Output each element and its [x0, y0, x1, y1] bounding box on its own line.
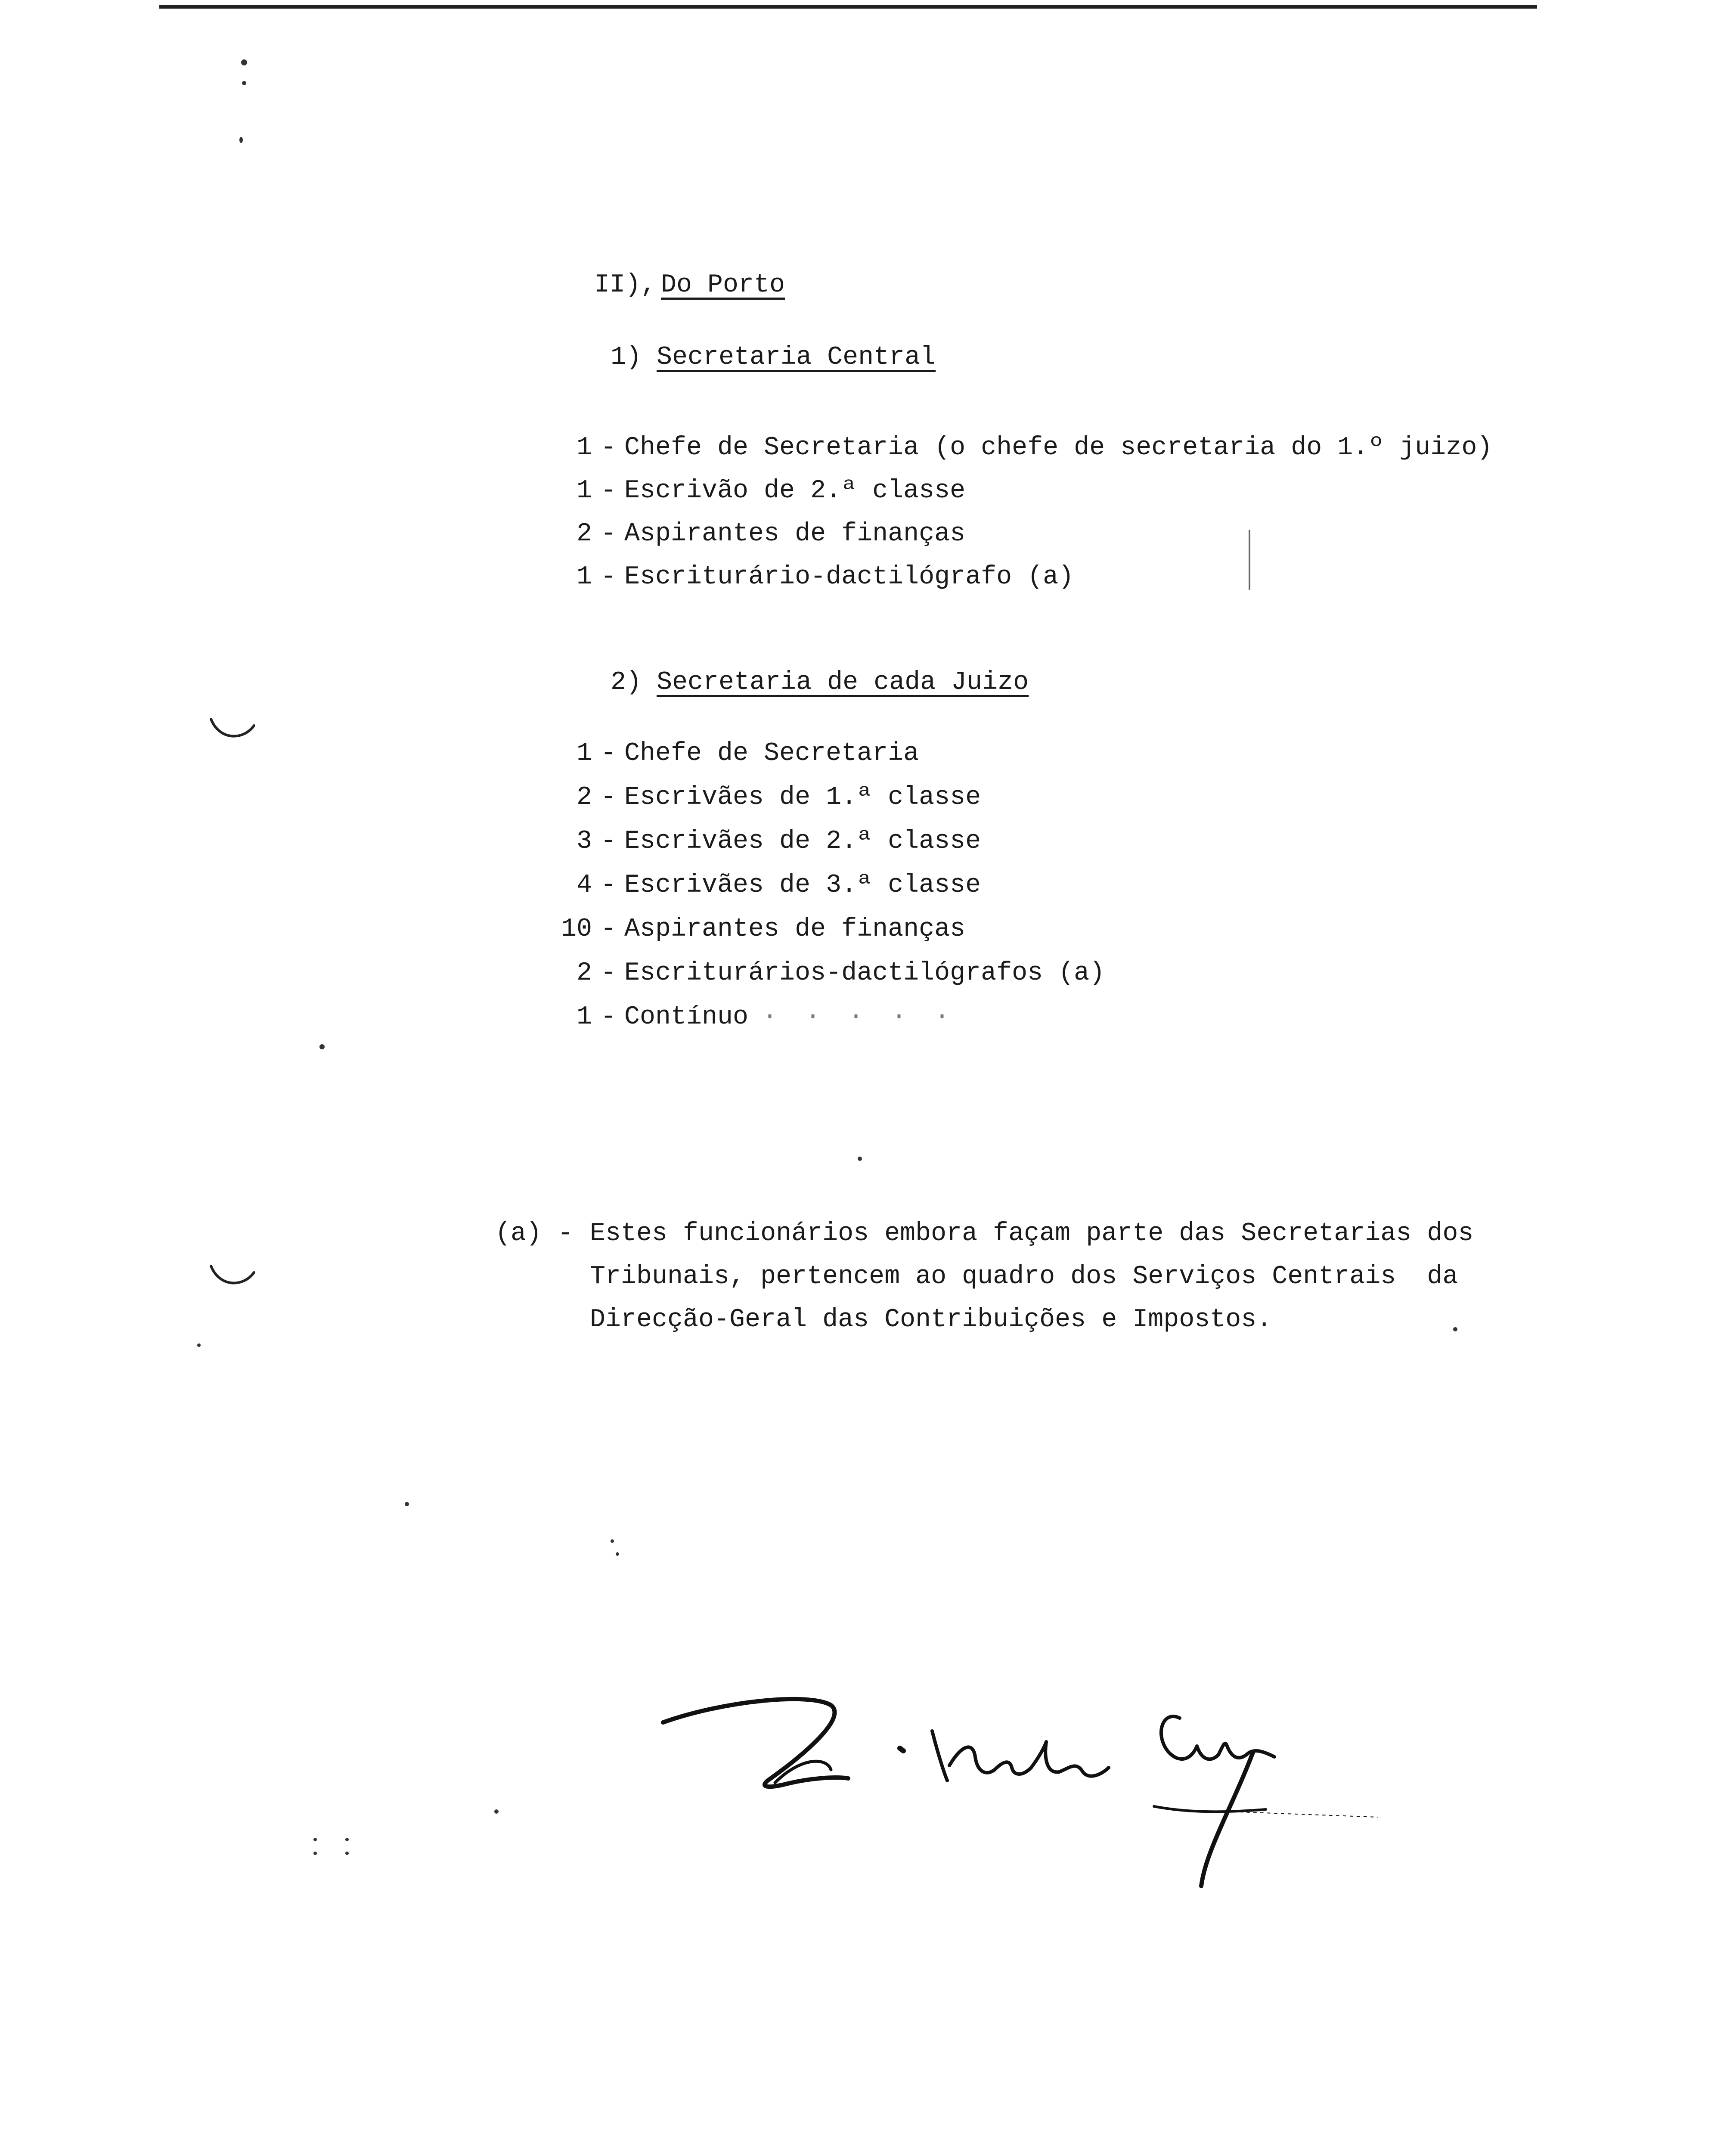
row-quantity: 1 [576, 739, 592, 768]
row-separator: - [601, 827, 617, 856]
row-quantity: 1 [576, 1002, 592, 1032]
row-quantity: 3 [576, 827, 592, 856]
scan-speck [319, 1044, 325, 1049]
row-separator: - [601, 519, 617, 549]
footnote-line: Tribunais, pertencem ao quadro dos Serviços Centrais da [590, 1262, 1458, 1291]
row-description: Escrivães de 2.ª classe [624, 827, 981, 856]
scan-speck [239, 137, 243, 143]
row-quantity: 2 [576, 959, 592, 988]
row-quantity: 1 [576, 562, 592, 592]
scan-speck [242, 81, 246, 85]
footnote-separator: - [558, 1219, 574, 1248]
row-quantity: 4 [576, 871, 592, 900]
row-separator: - [601, 562, 617, 592]
row-description: Contínuo [624, 1002, 749, 1032]
scan-speck [494, 1809, 499, 1814]
dotted-leader: · · · · · [762, 1002, 956, 1032]
scan-speck [345, 1838, 349, 1841]
row-description: Escrivão de 2.ª classe [624, 476, 966, 506]
row-quantity: 2 [576, 519, 592, 549]
margin-curve-mark [207, 715, 258, 745]
scan-speck [858, 1157, 862, 1161]
row-separator: - [601, 476, 617, 506]
scan-speck [405, 1502, 409, 1506]
scan-speck [345, 1852, 349, 1855]
scan-speck [313, 1852, 317, 1855]
footnote-marker: (a) [495, 1219, 542, 1248]
juizo-heading-prefix: 2) [611, 668, 642, 697]
scan-speck [313, 1838, 317, 1841]
row-description: Aspirantes de finanças [624, 915, 966, 944]
row-separator: - [601, 871, 617, 900]
row-separator: - [601, 915, 617, 944]
scan-speck [616, 1552, 619, 1556]
central-heading-title: Secretaria Central [657, 343, 936, 372]
section-heading-prefix: II), [594, 270, 657, 300]
footnote-line: Estes funcionários embora façam parte das Secretarias dos [590, 1219, 1474, 1248]
row-separator: - [601, 739, 617, 768]
scan-speck [611, 1539, 614, 1543]
row-description: Chefe de Secretaria (o chefe de secretaria do 1.º juizo) [624, 433, 1493, 462]
row-description: Escriturário-dactilógrafo (a) [624, 562, 1074, 592]
scan-speck [1249, 530, 1250, 590]
row-description: Escriturários-dactilógrafos (a) [624, 959, 1105, 988]
row-quantity: 1 [576, 476, 592, 506]
row-separator: - [601, 783, 617, 812]
scan-speck [241, 59, 247, 65]
row-separator: - [601, 959, 617, 988]
row-quantity: 2 [576, 783, 592, 812]
row-description: Escrivães de 1.ª classe [624, 783, 981, 812]
row-quantity: 10 [561, 915, 592, 944]
central-heading-prefix: 1) [611, 343, 642, 372]
row-separator: - [601, 433, 617, 462]
signature [646, 1671, 1421, 1912]
row-separator: - [601, 1002, 617, 1032]
margin-curve-mark [207, 1262, 258, 1292]
row-description: Chefe de Secretaria [624, 739, 919, 768]
juizo-heading-title: Secretaria de cada Juizo [657, 668, 1029, 697]
scan-speck [197, 1343, 201, 1347]
row-description: Escrivães de 3.ª classe [624, 871, 981, 900]
section-heading-title: Do Porto [661, 270, 785, 300]
row-quantity: 1 [576, 433, 592, 462]
scan-speck [1453, 1327, 1457, 1331]
footnote-line: Direcção-Geral das Contribuições e Impostos. [590, 1305, 1272, 1334]
top-border-line [159, 5, 1537, 9]
row-description: Aspirantes de finanças [624, 519, 966, 549]
